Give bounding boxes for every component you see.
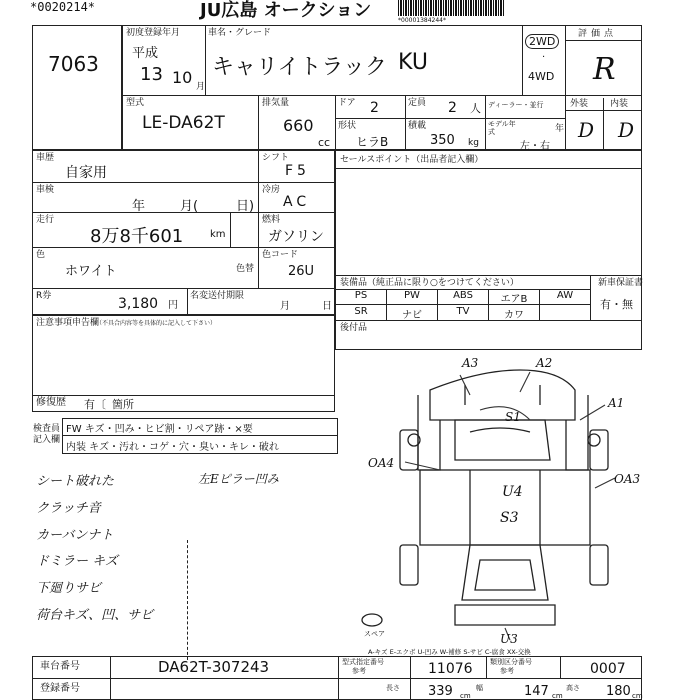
- inspection-month: 月(: [180, 199, 199, 214]
- chassis-value: DA62T-307243: [158, 658, 270, 676]
- repair-history-suffix: 箇所: [112, 398, 134, 411]
- inspector-label: 検査員記入欄: [33, 424, 61, 445]
- hand-note-4: ドミラー キズ: [36, 554, 118, 569]
- equip-tv: TV: [456, 306, 470, 317]
- mark-u4: U4: [502, 484, 523, 500]
- after-market-label: 後付品: [340, 323, 368, 333]
- first-registration-era: 平成: [132, 46, 159, 61]
- length-unit: cm: [460, 692, 471, 700]
- height-unit: cm: [632, 692, 643, 700]
- steering-value: 左・右: [520, 141, 550, 152]
- lot-number: 7063: [48, 52, 99, 76]
- first-registration-label: 初度登録年月: [126, 28, 181, 38]
- name-change-day: 日: [322, 301, 332, 312]
- notes-frame: [32, 315, 335, 412]
- displacement-value: 660: [283, 116, 314, 135]
- length-label: 長さ: [386, 684, 400, 692]
- evaluation-label: 評価点: [578, 29, 618, 39]
- damage-legend: A-キズ E-エクボ U-凹み W-補修 S-サビ C-腐食 XX-交換: [368, 648, 531, 656]
- mark-a2-top: A2: [536, 356, 553, 370]
- model-year-unit: 年: [555, 124, 565, 134]
- fuel-label: 燃料: [262, 215, 281, 225]
- capacity-value: 2: [448, 100, 457, 116]
- exterior-label: 外装: [570, 99, 589, 109]
- equip-leather: カワ: [504, 310, 524, 321]
- drive-dot: ·: [542, 52, 546, 63]
- class-number-value: 0007: [590, 661, 626, 677]
- shift-value: F5: [285, 163, 310, 179]
- notes-sub: （不具合内容等を具体的に記入して下さい）: [96, 320, 217, 327]
- color-label: 色: [36, 250, 46, 260]
- shape-label: 形状: [338, 121, 357, 131]
- registration-label: 登録番号: [40, 683, 80, 694]
- exterior-grade: D: [578, 118, 595, 142]
- equip-sr: SR: [354, 306, 368, 317]
- aircon-value: AC: [283, 194, 311, 210]
- use-value: 自家用: [65, 165, 107, 181]
- mileage-value: 8万8千601: [90, 226, 184, 247]
- width-unit: cm: [552, 692, 563, 700]
- hand-note-3: カーバンナト: [36, 528, 114, 543]
- mark-a3-top: A3: [462, 356, 479, 370]
- recycle-unit: 円: [168, 300, 178, 311]
- mileage-unit: km: [210, 229, 226, 240]
- mark-s3: S3: [500, 510, 519, 526]
- chassis-label: 車台番号: [40, 661, 80, 672]
- dealer-label: ディーラー・並行: [488, 101, 544, 109]
- capacity-label: 定員: [408, 98, 427, 108]
- lot-box: [32, 25, 122, 150]
- type-number-value: 11076: [428, 661, 473, 677]
- side-note: 左Eピラー凹み: [198, 472, 279, 486]
- spare-label: スペア: [364, 630, 385, 638]
- auction-name: JU広島 オークション: [200, 0, 372, 21]
- first-registration-month: 10: [172, 68, 193, 87]
- hand-note-5: 下廻りサビ: [36, 581, 102, 596]
- load-label: 積載: [408, 121, 427, 131]
- color-change-label: 色替: [236, 264, 255, 274]
- hand-note-6: 荷台キズ、凹、サビ: [36, 608, 154, 623]
- capacity-unit: 人: [470, 102, 481, 115]
- equip-ps: PS: [354, 290, 368, 301]
- inspection-year: 年: [132, 199, 146, 214]
- inspection-day: 日): [236, 199, 255, 214]
- displacement-unit: cc: [318, 136, 331, 149]
- equip-aw: AW: [556, 290, 574, 301]
- equip-navi: ナビ: [402, 310, 422, 321]
- mark-oa3-right: OA3: [614, 472, 641, 486]
- length-value: 339: [428, 684, 453, 699]
- inspector-row1: FW キズ・凹み・ヒビ割・リペア跡・×要: [66, 424, 253, 435]
- evaluation-score: R: [593, 52, 616, 87]
- type-number-sub: 参考: [352, 667, 366, 675]
- inspector-row2: 内装 キズ・汚れ・コゲ・穴・臭い・キレ・破れ: [66, 442, 279, 453]
- mark-s1: S1: [505, 410, 521, 424]
- interior-grade: D: [618, 118, 635, 142]
- equip-airbag: エアB: [500, 294, 528, 305]
- height-label: 高さ: [566, 684, 580, 692]
- first-registration-year: 13: [140, 64, 163, 85]
- drive-4wd: 4WD: [528, 70, 555, 83]
- sales-point-label: セールスポイント（出品者記入欄）: [340, 155, 484, 165]
- shape-value: ヒラB: [356, 135, 389, 149]
- mileage-label: 走行: [36, 215, 55, 225]
- barcode: [398, 0, 504, 16]
- interior-label: 内装: [610, 99, 629, 109]
- width-value: 147: [524, 684, 549, 699]
- doors-label: ドア: [338, 98, 356, 108]
- repair-history-value: 有〔: [84, 398, 106, 411]
- aircon-label: 冷房: [262, 185, 281, 195]
- mark-a1-right: A1: [608, 396, 625, 410]
- warranty-value: 有・無: [600, 298, 633, 311]
- vehicle-name-label: 車名・グレード: [208, 28, 272, 38]
- width-label: 幅: [476, 684, 483, 692]
- shift-label: シフト: [262, 153, 290, 163]
- fuel-value: ガソリン: [268, 229, 324, 245]
- mark-u3: U3: [500, 632, 518, 646]
- color-code-value: 26U: [288, 264, 315, 279]
- model-value: LE-DA62T: [142, 113, 225, 133]
- recycle-value: 3,180: [118, 296, 159, 312]
- first-registration-month-unit: 月: [196, 82, 206, 92]
- color-value: ホワイト: [65, 264, 117, 279]
- type-number-label: 型式指定番号: [342, 658, 384, 666]
- equip-abs: ABS: [453, 290, 473, 301]
- hand-note-2: クラッチ音: [36, 501, 101, 516]
- barcode-number: *00001384244*: [398, 17, 446, 24]
- model-label: 型式: [126, 98, 145, 108]
- equipment-label: 装備品（純正品に限り○をつけてください）: [340, 278, 519, 288]
- inspection-label: 車検: [36, 185, 55, 195]
- load-unit: kg: [468, 138, 479, 148]
- class-number-sub: 参考: [500, 667, 514, 675]
- name-change-month: 月: [280, 301, 290, 312]
- doors-value: 2: [370, 100, 379, 116]
- color-code-label: 色コード: [262, 250, 299, 260]
- load-value: 350: [430, 133, 455, 148]
- drive-2wd: 2WD: [525, 34, 559, 49]
- mark-oa4-left: OA4: [368, 456, 395, 470]
- model-year-label: モデル年式: [488, 120, 516, 136]
- repair-history-label: 修復歴: [36, 397, 66, 408]
- use-label: 車歴: [36, 153, 55, 163]
- sheet-serial: *0020214*: [30, 0, 96, 14]
- class-number-label: 類別区分番号: [490, 658, 532, 666]
- height-value: 180: [606, 684, 631, 699]
- vehicle-grade: KU: [398, 50, 428, 75]
- warranty-label: 新車保証書: [598, 278, 644, 288]
- hand-note-1: シート破れた: [36, 474, 115, 489]
- equip-pw: PW: [404, 290, 420, 301]
- notes-label: 注意事項申告欄: [36, 318, 100, 328]
- recycle-label: R券: [36, 291, 52, 301]
- vehicle-name-value: キャリイトラック: [212, 55, 387, 80]
- name-change-label: 名変送付期限: [190, 291, 245, 301]
- displacement-label: 排気量: [262, 98, 290, 108]
